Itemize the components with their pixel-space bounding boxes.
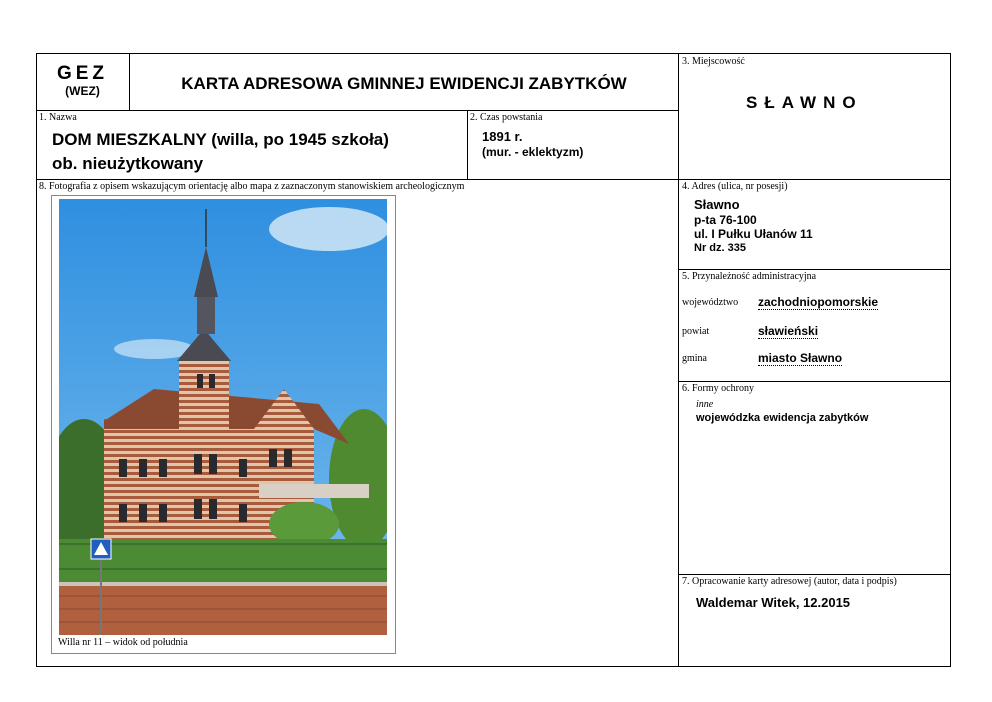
miejscowosc-value: SŁAWNO <box>746 93 863 112</box>
field-label-foto: 8. Fotografia z opisem wskazującym orientację albo mapa z zaznaczonym stanowiskiem archeologicznym <box>39 181 465 192</box>
field-label-formy: 6. Formy ochrony <box>682 383 754 394</box>
code-text: GEZ <box>56 63 109 84</box>
field-label-czas: 2. Czas powstania <box>470 112 543 123</box>
divider <box>678 574 951 575</box>
admin-value-wojewodztwo: zachodniopomorskie <box>758 295 879 309</box>
adres-line1: Sławno <box>694 197 740 212</box>
card-title: KARTA ADRESOWA GMINNEJ EWIDENCJI ZABYTKÓW <box>181 74 627 93</box>
code-box <box>36 53 130 110</box>
opracowanie-value: Waldemar Witek, 12.2015 <box>696 595 851 610</box>
field-label-miejscowosc: 3. Miejscowość <box>682 56 745 67</box>
name-line2: ob. nieużytkowany <box>52 154 204 173</box>
adres-line4: Nr dz. 335 <box>694 242 746 254</box>
divider <box>678 381 951 382</box>
field-label-opracowanie: 7. Opracowanie karty adresowej (autor, data i podpis) <box>682 576 897 587</box>
formy-type: inne <box>696 399 714 410</box>
photo-caption: Willa nr 11 – widok od południa <box>58 637 188 648</box>
divider <box>678 269 951 270</box>
admin-key-wojewodztwo: województwo <box>682 297 739 308</box>
adres-line3: ul. I Pułku Ułanów 11 <box>694 227 813 241</box>
name-line1: DOM MIESZKALNY (willa, po 1945 szkoła) <box>52 130 389 149</box>
admin-key-powiat: powiat <box>682 326 710 337</box>
field-label-nazwa: 1. Nazwa <box>39 112 77 123</box>
building-photo <box>59 199 387 635</box>
divider <box>36 179 951 180</box>
czas-year: 1891 r. <box>482 129 523 144</box>
adres-line2: p-ta 76-100 <box>694 213 757 227</box>
divider <box>36 110 679 111</box>
field-label-adres: 4. Adres (ulica, nr posesji) <box>682 181 788 192</box>
field-label-przynaleznosc: 5. Przynależność administracyjna <box>682 271 817 282</box>
code-sub-text: (WEZ) <box>65 84 100 98</box>
divider <box>467 110 468 179</box>
admin-value-gmina: miasto Sławno <box>758 351 843 365</box>
pedestrian-crossing-sign-icon <box>91 539 92 540</box>
admin-value-powiat: sławieński <box>758 324 819 338</box>
admin-key-gmina: gmina <box>682 353 707 364</box>
formy-value: wojewódzka ewidencja zabytków <box>696 412 869 424</box>
czas-note: (mur. - eklektyzm) <box>482 145 584 159</box>
